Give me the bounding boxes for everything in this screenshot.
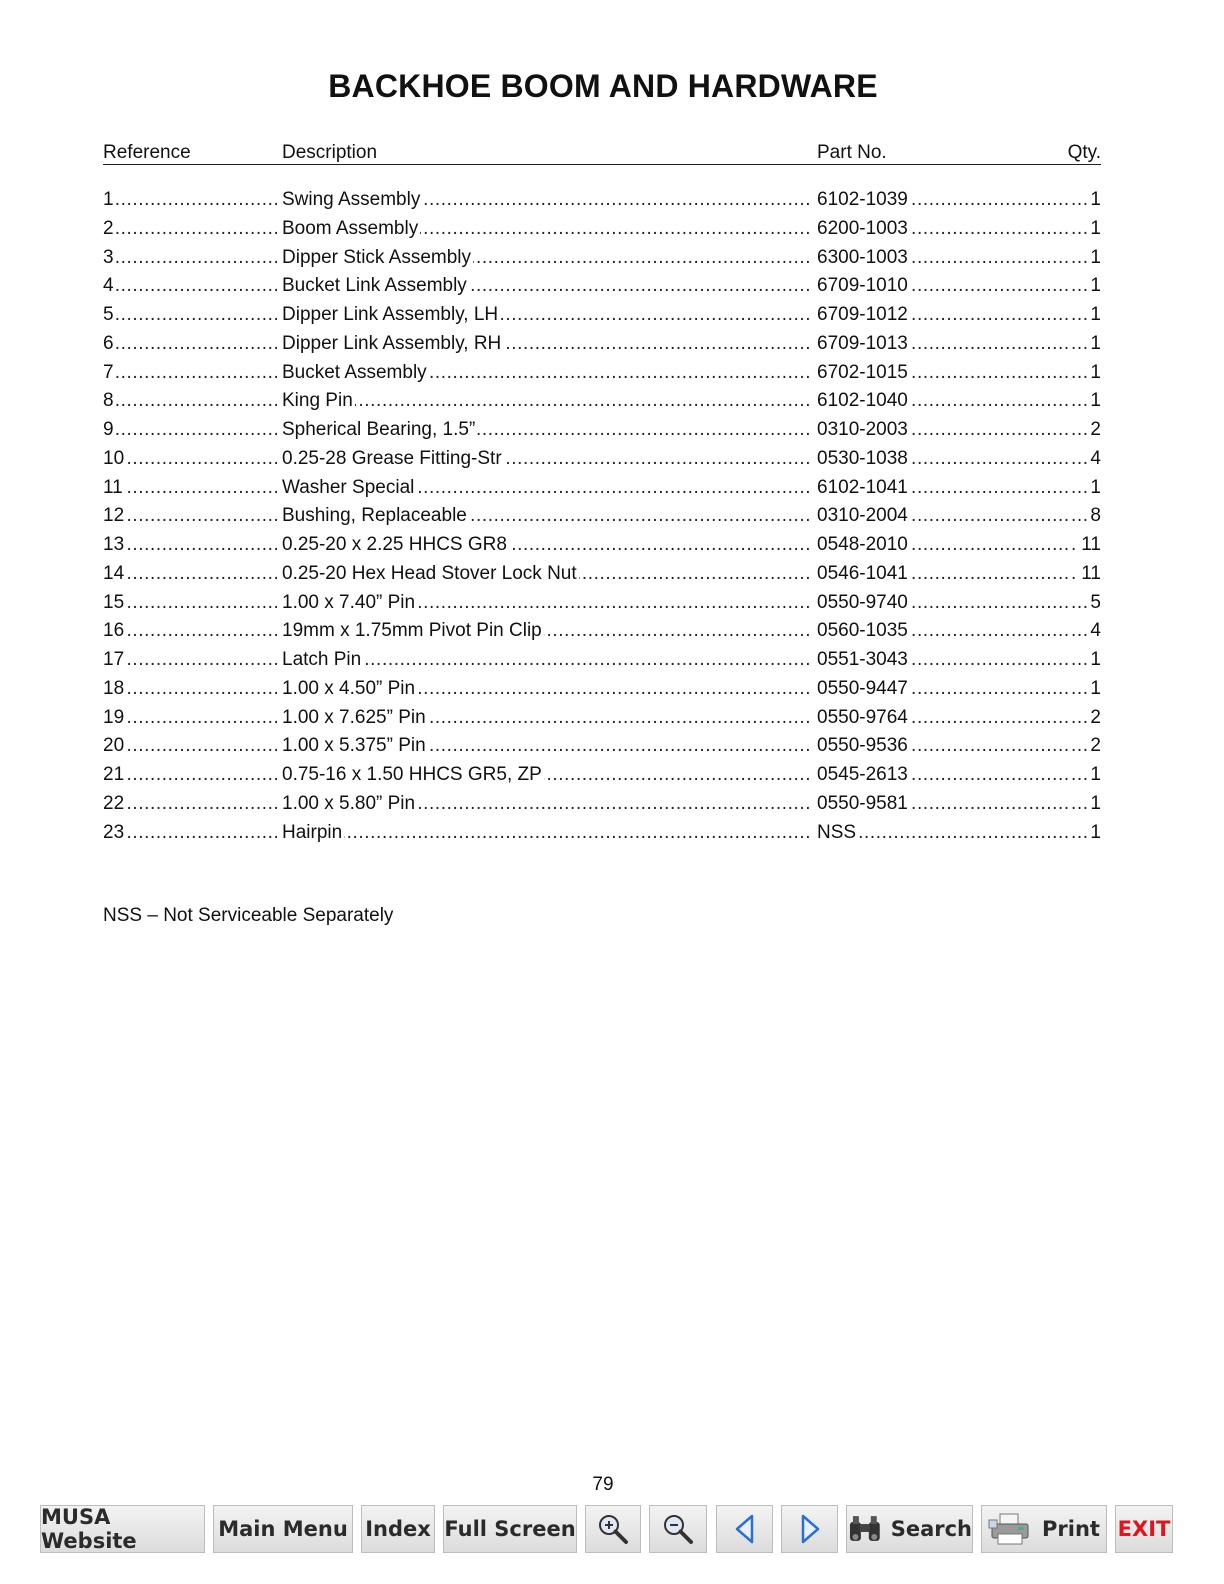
row-qty-cell [1071,244,1101,273]
header-qty: Qty. [1067,142,1101,163]
row-description-cell [282,761,812,790]
row-part-no-cell [817,790,1097,819]
row-part-no-cell [817,589,1097,618]
row-description: 1.00 x 7.40” Pin [282,589,417,618]
row-part-no-cell [817,617,1097,646]
row-part-no: 0310-2004 [817,502,910,531]
table-row [103,819,1101,848]
row-reference-cell [103,330,277,359]
table-row [103,560,1101,589]
row-description: 0.25-20 x 2.25 HHCS GR8 [282,531,509,560]
table-row [103,272,1101,301]
search-button[interactable] [846,1505,973,1553]
row-description: Washer Special [282,474,416,503]
previous-page-button[interactable] [716,1505,773,1553]
row-reference: 13 [103,531,126,560]
table-row [103,790,1101,819]
row-qty-cell [1071,474,1101,503]
row-reference-cell [103,502,277,531]
row-part-no: 0551-3043 [817,646,910,675]
row-qty-cell [1071,560,1101,589]
row-qty: 5 [1087,589,1101,618]
row-reference-cell [103,617,277,646]
row-part-no: 6102-1040 [817,387,910,416]
row-reference-cell [103,244,277,273]
row-part-no: NSS [817,819,858,848]
row-part-no: 0310-2003 [817,416,910,445]
row-reference-cell [103,560,277,589]
row-reference: 5 [103,301,116,330]
row-qty-cell [1071,186,1101,215]
table-row [103,474,1101,503]
zoom-in-icon [596,1512,630,1546]
row-description: 0.25-28 Grease Fitting-Str [282,445,504,474]
row-part-no-cell [817,502,1097,531]
row-reference-cell [103,445,277,474]
navigation-toolbar [40,1505,1180,1555]
row-description-cell [282,244,812,273]
zoom-out-button[interactable] [649,1505,707,1553]
print-button[interactable] [981,1505,1107,1553]
table-row [103,732,1101,761]
row-part-no-cell [817,359,1097,388]
row-description-cell [282,330,812,359]
row-reference: 19 [103,704,126,733]
row-qty: 1 [1087,474,1101,503]
row-qty-cell [1071,617,1101,646]
row-reference: 22 [103,790,126,819]
row-part-no: 0546-1041 [817,560,910,589]
row-description-cell [282,272,812,301]
row-reference-cell [103,646,277,675]
row-reference-cell [103,186,277,215]
row-qty-cell [1071,272,1101,301]
row-description-cell [282,589,812,618]
row-description-cell [282,617,812,646]
row-reference-cell [103,732,277,761]
row-description-cell [282,531,812,560]
row-qty-cell [1071,589,1101,618]
row-part-no-cell [817,387,1097,416]
row-qty: 2 [1087,704,1101,733]
row-description-cell [282,474,812,503]
row-qty-cell [1071,704,1101,733]
printer-icon [988,1512,1034,1546]
exit-label: EXIT [1117,1517,1171,1541]
row-part-no-cell [817,819,1097,848]
row-part-no: 0550-9740 [817,589,910,618]
row-part-no: 0550-9536 [817,732,910,761]
row-qty: 1 [1087,272,1101,301]
table-row [103,502,1101,531]
row-description: Dipper Link Assembly, RH [282,330,503,359]
row-description-cell [282,387,812,416]
row-qty: 1 [1087,301,1101,330]
row-qty: 1 [1087,387,1101,416]
row-qty-cell [1071,790,1101,819]
row-qty-cell [1071,416,1101,445]
row-description: 19mm x 1.75mm Pivot Pin Clip [282,617,544,646]
row-description: 1.00 x 5.375” Pin [282,732,428,761]
row-reference: 7 [103,359,116,388]
table-row [103,387,1101,416]
row-part-no: 0550-9764 [817,704,910,733]
row-reference: 10 [103,445,126,474]
row-qty: 1 [1087,330,1101,359]
row-part-no: 6709-1010 [817,272,910,301]
zoom-out-icon [661,1512,695,1546]
table-row [103,589,1101,618]
table-row [103,186,1101,215]
row-qty: 1 [1087,819,1101,848]
row-part-no-cell [817,186,1097,215]
row-qty-cell [1071,387,1101,416]
row-qty: 4 [1087,445,1101,474]
row-description-cell [282,359,812,388]
row-part-no-cell [817,761,1097,790]
row-part-no: 6102-1041 [817,474,910,503]
row-reference: 21 [103,761,126,790]
print-label: Print [1042,1517,1100,1541]
row-qty-cell [1071,502,1101,531]
row-reference: 4 [103,272,116,301]
row-qty: 4 [1087,617,1101,646]
page-number: 79 [592,1474,614,1495]
table-row [103,215,1101,244]
row-description-cell [282,416,812,445]
row-qty: 1 [1087,790,1101,819]
row-qty-cell [1071,445,1101,474]
row-reference-cell [103,761,277,790]
row-part-no: 0550-9447 [817,675,910,704]
row-part-no: 0550-9581 [817,790,910,819]
prev-page-icon [732,1513,758,1545]
table-header [103,140,1101,165]
row-description-cell [282,215,812,244]
row-qty-cell [1071,215,1101,244]
row-part-no: 6702-1015 [817,359,910,388]
row-part-no-cell [817,272,1097,301]
footnote: NSS – Not Serviceable Separately [103,905,394,926]
table-row [103,675,1101,704]
row-reference: 12 [103,502,126,531]
row-reference: 18 [103,675,126,704]
next-page-button[interactable] [781,1505,838,1553]
row-part-no-cell [817,244,1097,273]
row-part-no: 6300-1003 [817,244,910,273]
row-reference: 9 [103,416,116,445]
row-description-cell [282,732,812,761]
row-description: Swing Assembly [282,186,422,215]
row-part-no: 6709-1013 [817,330,910,359]
row-description-cell [282,819,812,848]
row-qty: 1 [1087,675,1101,704]
table-row [103,359,1101,388]
row-qty: 1 [1087,244,1101,273]
row-qty-cell [1071,531,1101,560]
row-qty-cell [1071,732,1101,761]
row-part-no: 0545-2613 [817,761,910,790]
table-row [103,617,1101,646]
row-reference-cell [103,790,277,819]
row-part-no: 6200-1003 [817,215,910,244]
row-reference-cell [103,359,277,388]
row-part-no-cell [817,675,1097,704]
row-reference-cell [103,531,277,560]
zoom-in-button[interactable] [585,1505,641,1553]
row-reference: 1 [103,186,116,215]
row-qty: 11 [1078,531,1101,560]
row-reference-cell [103,589,277,618]
row-part-no-cell [817,416,1097,445]
search-label: Search [890,1517,972,1541]
row-description-cell [282,186,812,215]
full-screen-button[interactable] [443,1505,577,1553]
row-description: Latch Pin [282,646,363,675]
row-description-cell [282,646,812,675]
table-row [103,761,1101,790]
row-description-cell [282,502,812,531]
row-part-no: 6102-1039 [817,186,910,215]
row-qty-cell [1071,359,1101,388]
full-screen-label: Full Screen [444,1517,576,1541]
row-part-no-cell [817,330,1097,359]
table-row [103,531,1101,560]
row-reference: 11 [103,474,125,503]
row-description: 1.00 x 4.50” Pin [282,675,417,704]
row-part-no-cell [817,215,1097,244]
row-description: Dipper Stick Assembly [282,244,473,273]
row-description: Spherical Bearing, 1.5” [282,416,477,445]
row-reference-cell [103,387,277,416]
row-reference: 14 [103,560,126,589]
table-row [103,704,1101,733]
row-description: Hairpin [282,819,344,848]
parts-list [103,186,1101,847]
main-menu-button[interactable] [213,1505,353,1553]
row-part-no-cell [817,301,1097,330]
row-description: 1.00 x 7.625” Pin [282,704,428,733]
row-reference-cell [103,704,277,733]
table-row [103,416,1101,445]
row-reference-cell [103,215,277,244]
row-qty-cell [1071,330,1101,359]
row-part-no-cell [817,732,1097,761]
table-row [103,646,1101,675]
row-description: Dipper Link Assembly, LH [282,301,500,330]
row-part-no-cell [817,704,1097,733]
row-reference-cell [103,819,277,848]
row-description: 0.25-20 Hex Head Stover Lock Nut [282,560,579,589]
row-qty-cell [1071,301,1101,330]
row-qty-cell [1071,819,1101,848]
row-part-no: 0530-1038 [817,445,910,474]
row-qty: 1 [1087,215,1101,244]
row-qty: 1 [1087,646,1101,675]
row-description-cell [282,301,812,330]
row-description-cell [282,790,812,819]
row-description: Bucket Assembly [282,359,429,388]
row-description: 0.75-16 x 1.50 HHCS GR5, ZP [282,761,544,790]
row-qty-cell [1071,675,1101,704]
row-reference-cell [103,272,277,301]
row-reference: 6 [103,330,116,359]
row-qty: 11 [1078,560,1101,589]
row-reference: 3 [103,244,116,273]
row-reference-cell [103,416,277,445]
row-description: Bushing, Replaceable [282,502,469,531]
row-qty: 1 [1087,761,1101,790]
row-reference: 15 [103,589,126,618]
table-row [103,330,1101,359]
binoculars-icon [847,1514,883,1544]
row-description: Boom Assembly [282,215,420,244]
table-row [103,244,1101,273]
musa-website-label: MUSA Website [41,1505,137,1553]
row-qty-cell [1071,646,1101,675]
row-part-no-cell [817,445,1097,474]
row-reference-cell [103,675,277,704]
row-reference: 2 [103,215,116,244]
row-description-cell [282,560,812,589]
row-qty: 2 [1087,732,1101,761]
row-part-no: 6709-1012 [817,301,910,330]
row-part-no-cell [817,474,1097,503]
row-reference: 23 [103,819,126,848]
musa-website-button[interactable] [40,1505,205,1553]
row-qty: 2 [1087,416,1101,445]
row-reference-cell [103,301,277,330]
next-page-icon [797,1513,823,1545]
row-description: 1.00 x 5.80” Pin [282,790,417,819]
row-reference: 17 [103,646,126,675]
main-menu-label: Main Menu [218,1517,348,1541]
row-part-no-cell [817,531,1097,560]
exit-button[interactable] [1115,1505,1173,1553]
header-part-no: Part No. [817,142,887,163]
row-qty: 1 [1087,186,1101,215]
row-description: King Pin [282,387,355,416]
row-description-cell [282,445,812,474]
row-reference-cell [103,474,277,503]
row-qty: 8 [1087,502,1101,531]
row-qty-cell [1071,761,1101,790]
page-title: BACKHOE BOOM AND HARDWARE [328,68,878,104]
row-qty: 1 [1087,359,1101,388]
row-description: Bucket Link Assembly [282,272,469,301]
row-part-no-cell [817,646,1097,675]
row-description-cell [282,675,812,704]
header-description: Description [282,142,378,163]
row-part-no-cell [817,560,1097,589]
index-button[interactable] [361,1505,435,1553]
row-reference: 20 [103,732,126,761]
header-reference: Reference [103,142,191,163]
index-label: Index [365,1517,431,1541]
row-description-cell [282,704,812,733]
row-part-no: 0560-1035 [817,617,910,646]
table-row [103,445,1101,474]
row-part-no: 0548-2010 [817,531,910,560]
row-reference: 8 [103,387,116,416]
table-row [103,301,1101,330]
row-reference: 16 [103,617,126,646]
